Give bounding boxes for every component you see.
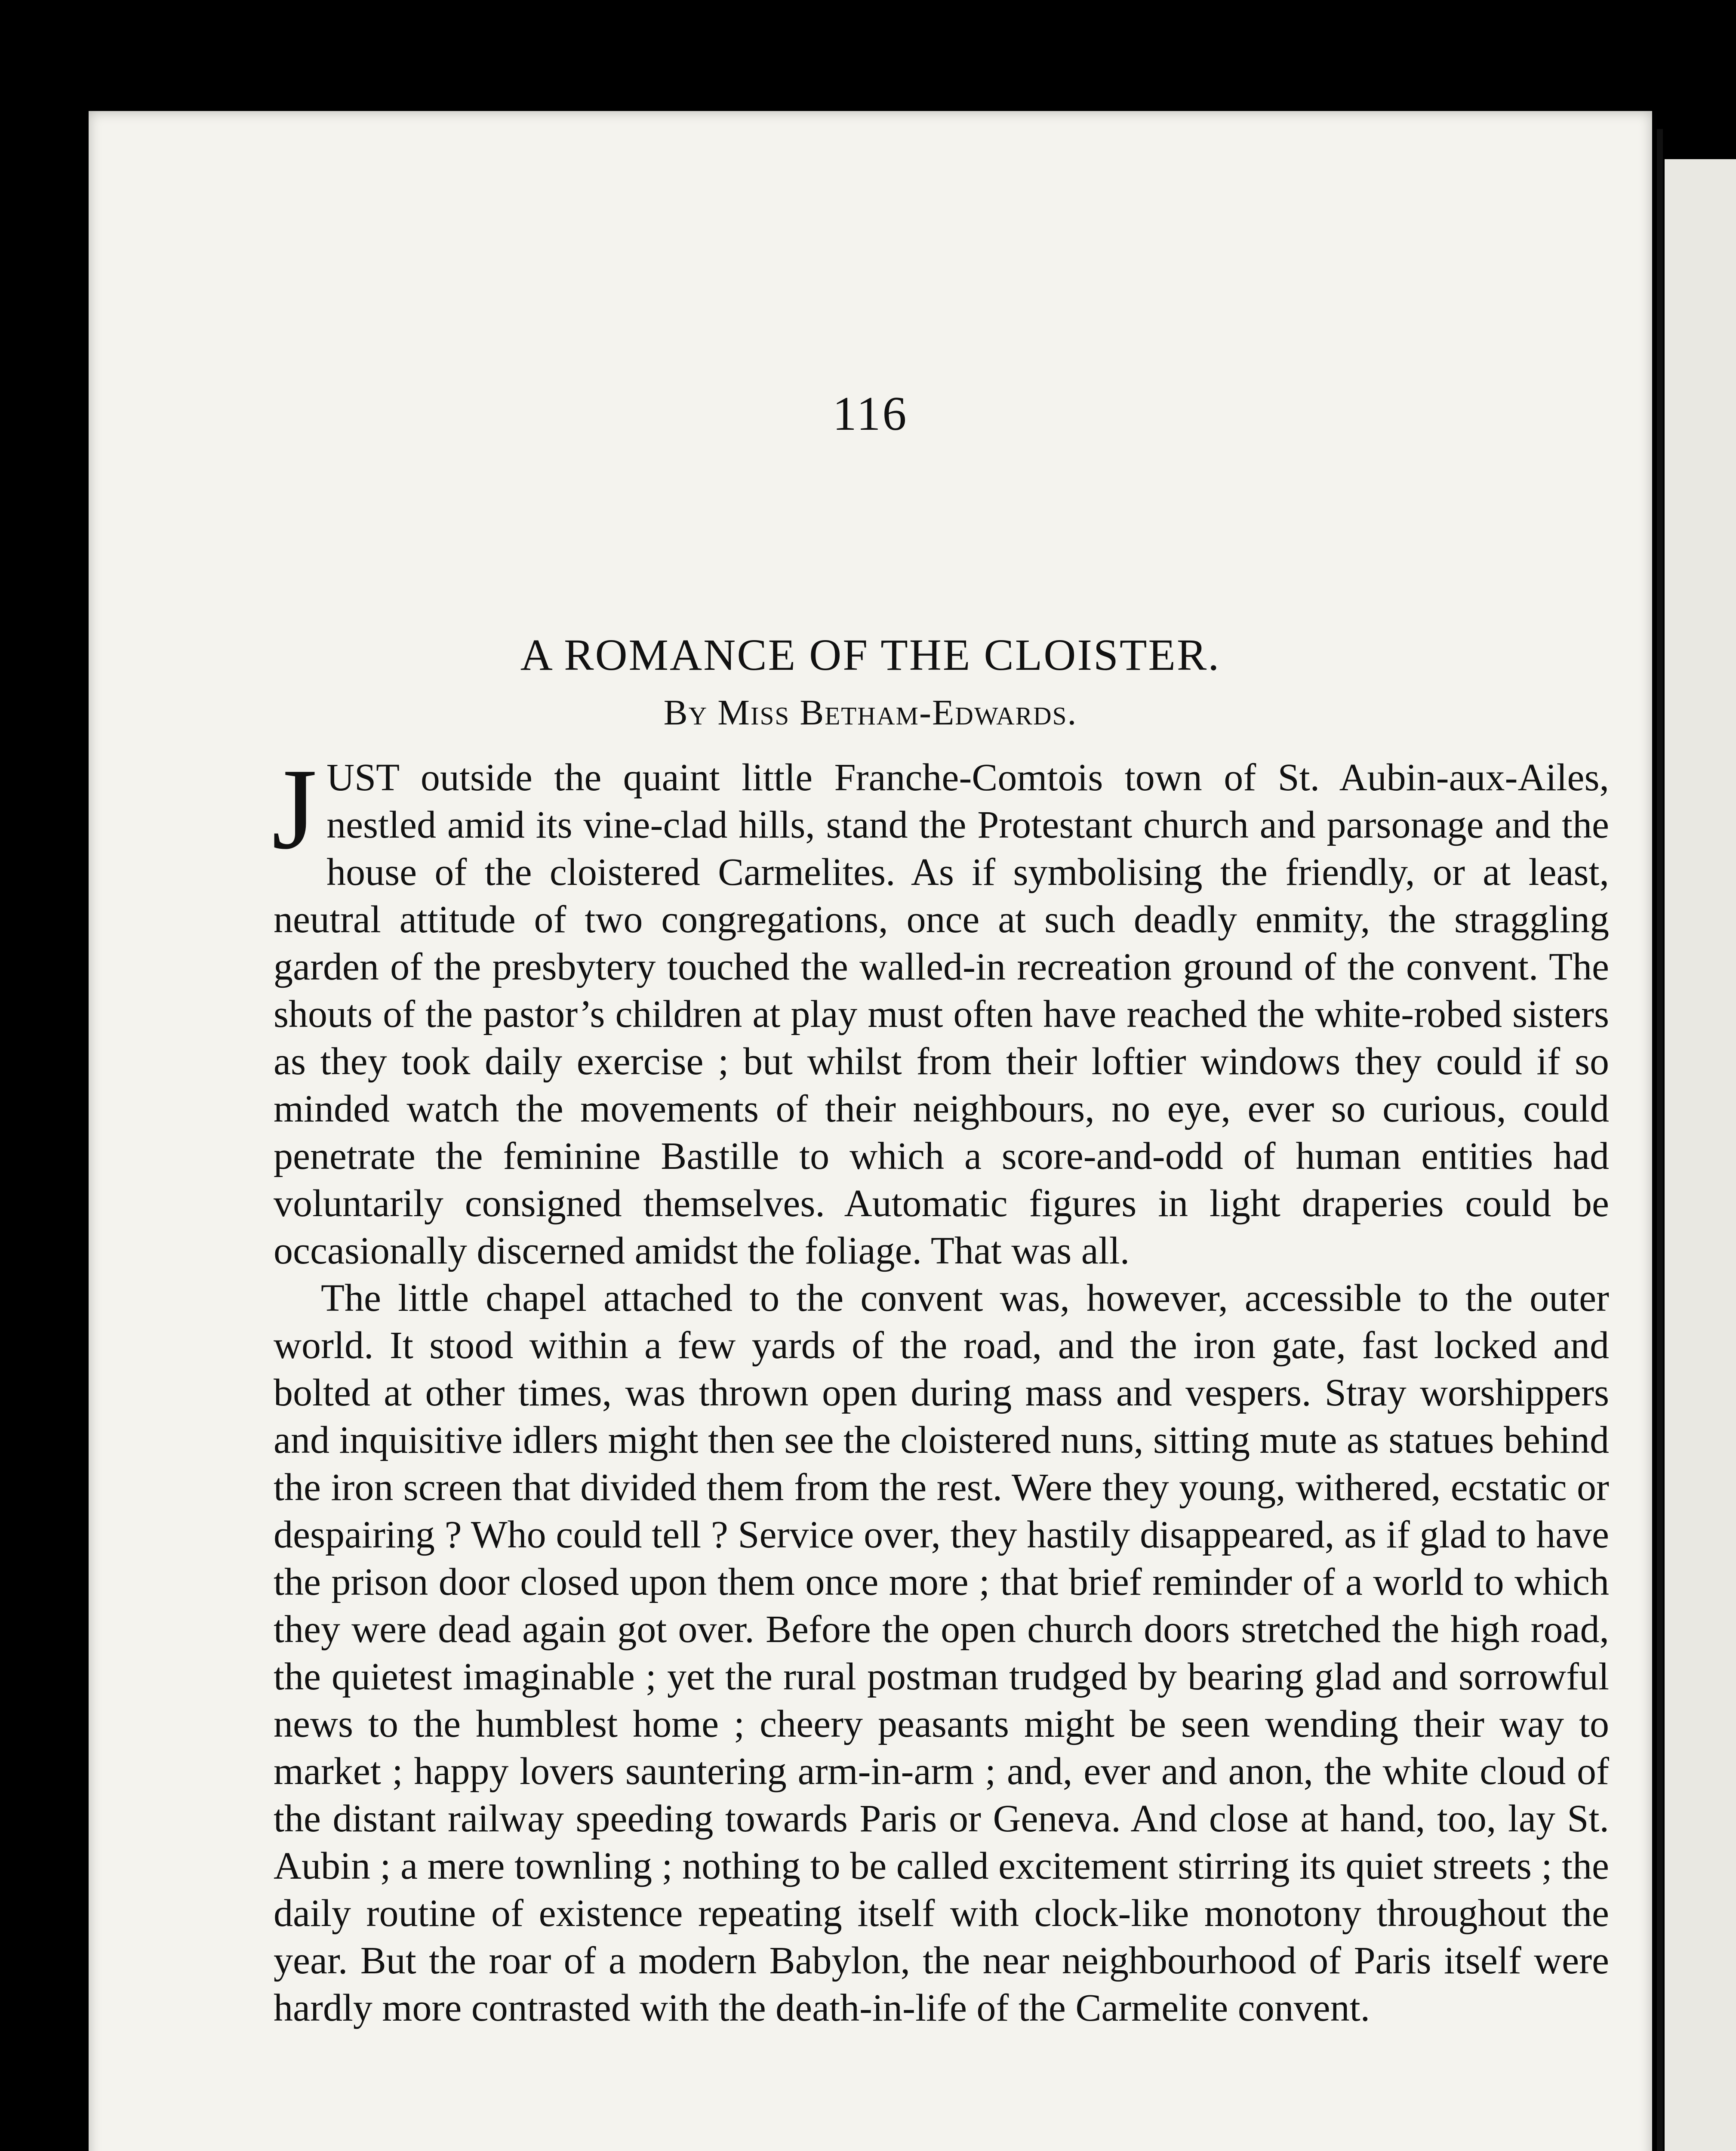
article-title: A ROMANCE OF THE CLOISTER. xyxy=(520,630,1221,680)
paragraph-1-text: UST outside the quaint little Franche-Comtois town of St. Aubin-aux-Ailes, nestled amid its vine-clad hills, stand the Protestant church and parsonage and the house of the cloistered Carmelites. As if symbolising the friendly, or at least, neutral attitude of two congregations, once at such deadly enmity, the straggling garden of the presbytery touched the walled-in recreation ground of the convent. The shouts of the pastor’s children at play must often have reached the white-robed sisters as they took daily exercise ; but whilst from their loftier windows they could if so minded watch the movements of their neighbours, no eye, ever so curious, could penetrate the feminine Bastille to which a score-and-odd of human entities had voluntarily consigned themselves. Automatic figures in light draperies could be occasionally discerned amidst the foliage. That was all. xyxy=(274,756,1609,1272)
paragraph-2: The little chapel attached to the convent was, however, accessible to the outer world. It stood within a few yards of the road, and the iron gate, fast locked and bolted at other times, was thrown open during mass and vespers. Stray worshippers and inquisitive idlers might then see the cloistered nuns, sitting mute as statues behind the iron screen that divided them from the rest. Were they young, withered, ecstatic or despairing ? Who could tell ? Service over, they hastily disappeared, as if glad to have the prison door closed upon them once more ; that brief reminder of a world to which they were dead again got over. Before the open church doors stretched the high road, the quietest imaginable ; yet the rural postman trudged by bearing glad and sorrowful news to the humblest home ; cheery peasants might be seen wending their way to market ; happy lovers sauntering arm-in-arm ; and, ever and anon, the white cloud of the distant railway speeding towards Paris or Geneva. And close at hand, too, lay St. Aubin ; a mere townling ; nothing to be called excitement stirring its quiet streets ; the daily routine of existence repeating itself with clock-like monotony throughout the year. But the roar of a modern Babylon, the near neighbourhood of Paris itself were hardly more contrasted with the death-in-life of the Carmelite convent. xyxy=(274,1277,1609,2029)
article-byline: By Miss Betham-Edwards. xyxy=(663,693,1077,733)
paragraph-1 xyxy=(272,745,1609,1275)
body-text-section-intro xyxy=(272,745,1609,2032)
next-page-edge xyxy=(1665,159,1736,2151)
book-page xyxy=(89,111,1652,2151)
drop-cap: J xyxy=(272,745,317,873)
page-gutter-line xyxy=(1657,129,1663,2151)
page-number: 116 xyxy=(832,387,908,441)
